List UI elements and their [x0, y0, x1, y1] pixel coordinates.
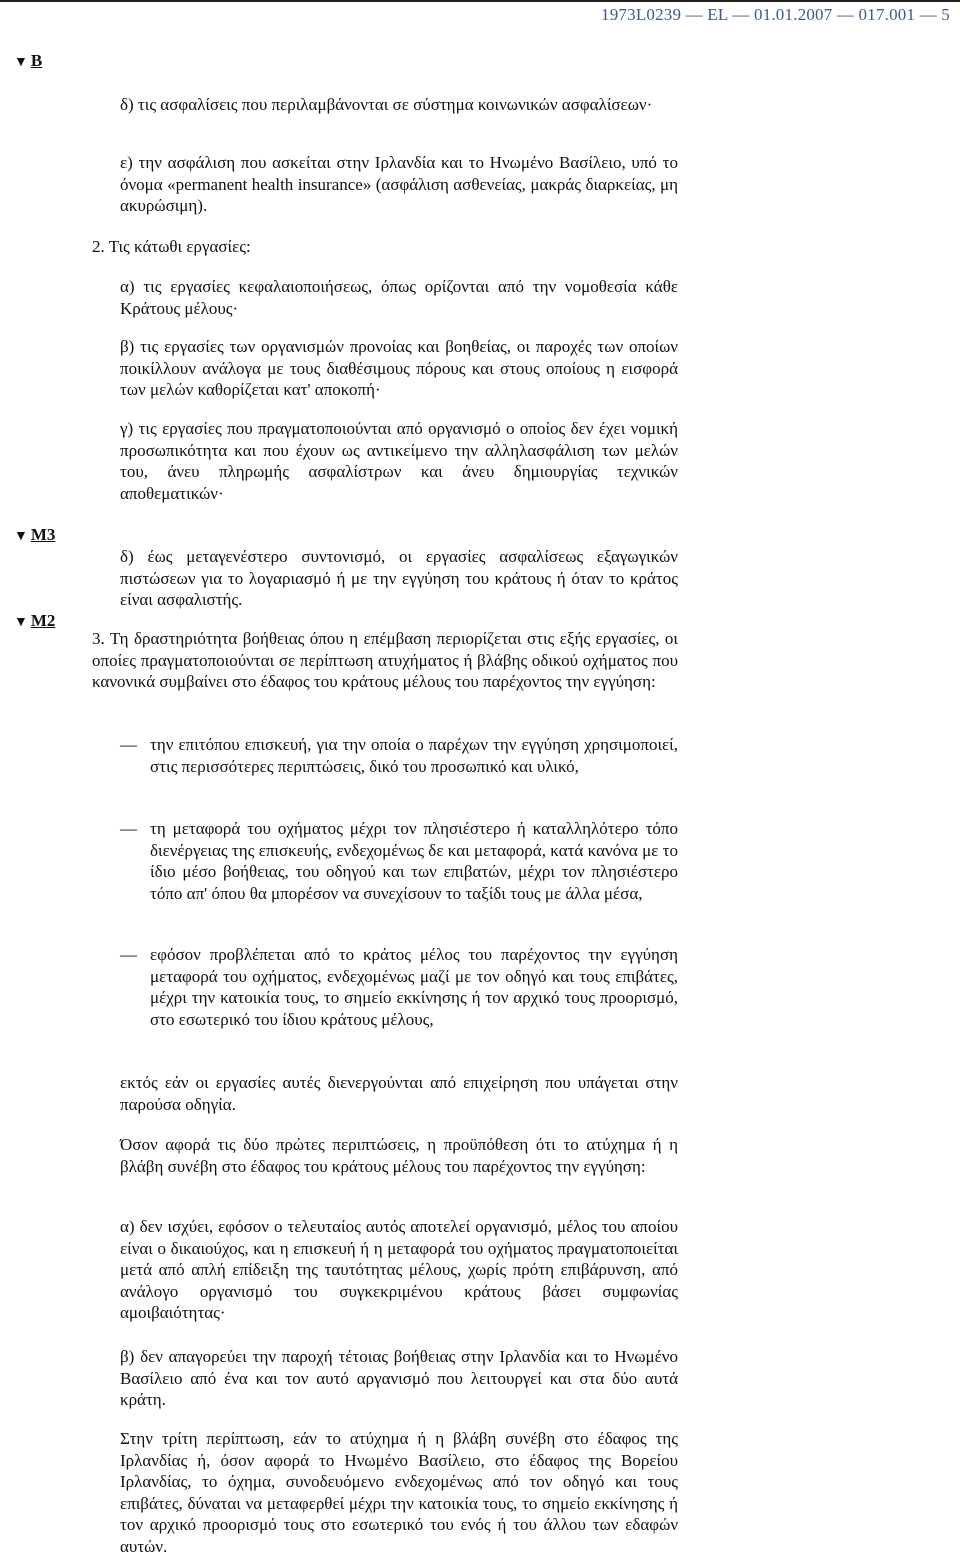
version-marker-m2[interactable]: ▼ M2 — [14, 610, 55, 634]
item-d-social-insurance: δ) τις ασφαλίσεις που περιλαμβάνονται σε σύστημα κοινωνικών ασφαλίσεων· — [120, 95, 653, 114]
triangle-down-icon: ▼ — [14, 529, 28, 544]
third-case-paragraph: Στην τρίτη περίπτωση, εάν το ατύχημα ή η βλάβη συνέβη στο έδαφος της Ιρλανδίας ή, όσον αφορά το Ηνωμένο Βασίλειο, στο έδαφος της Βορείου Ιρλανδίας, το όχημα, συνοδευόμενο ενδεχομένως από τον οδηγό και τους επιβάτες, δύναται να μεταφερθεί μέχρι την κατοικία τους, το σημείο εκκίνησης ή τον αρχικό προορισμό τους στο εσωτερικό του ενός ή του άλλου των εδαφών αυτών. — [120, 1429, 678, 1556]
dash-item-vehicle-return: — εφόσον προβλέπεται από το κράτος μέλος του παρέχοντος την εγγύηση μεταφορά του οχήματος, ενδεχομένως μαζί με τον οδηγό και τους επιβάτες, μέχρι την κατοικία τους, το σημείο εκκίνησης ή τον αρχικό τους προορισμό, στο εσωτερικό του ίδιου κράτους μέλους, — [120, 945, 678, 1029]
triangle-down-icon: ▼ — [14, 615, 28, 630]
condition-b: β) δεν απαγορεύει την παροχή τέτοιας βοήθειας στην Ιρλανδία και το Ηνωμένο Βασίλειο από ένα και τον αυτό αργανισμό που λειτουργεί και στα δύο αυτά κράτη. — [120, 1347, 678, 1409]
section-3-intro: 3. Τη δραστηριότητα βοήθειας όπου η επέμβαση περιορίζεται στις εξής εργασίες, οι οποίες πραγματοποιούνται σε περίπτωση ατυχήματος ή βλάβης οδικού οχήματος που κανονικά συμβαίνει στο έδαφος του κράτους μέλους του παρέχοντος την εγγύηση: — [92, 629, 678, 691]
document-header — [0, 0, 960, 26]
item-e-permanent-health: ε) την ασφάλιση που ασκείται στην Ιρλανδία και το Ηνωμένο Βασίλειο, υπό το όνομα «permanent health insurance» (ασφάλιση ασθενείας, μακράς διαρκείας, μη ακυρώσιμη). — [120, 153, 678, 215]
dash-item-repair: — την επιτόπου επισκευή, για την οποία ο παρέχων την εγγύηση χρησιμοποιεί, στις περισσότερες περιπτώσεις, δικό του προσωπικό και υλικό, — [120, 735, 678, 776]
first-two-cases-paragraph: Όσον αφορά τις δύο πρώτες περιπτώσεις, η προϋπόθεση ότι το ατύχημα ή η βλάβη συνέβη στο έδαφος του κράτους μέλους του παρέχοντος την εγγύηση: — [120, 1135, 678, 1176]
item-d-export-credit: δ) έως μεταγενέστερο συντονισμό, οι εργασίες ασφαλίσεως εξαγωγικών πιστώσεων για το λογαριασμό ή με την εγγύηση του κράτους ή όταν το κράτος είναι ασφαλιστής. — [120, 547, 678, 609]
version-marker-m3[interactable]: ▼ M3 — [14, 524, 55, 548]
exception-paragraph: εκτός εάν οι εργασίες αυτές διενεργούνται από επιχείρηση που υπάγεται στην παρούσα οδηγία. — [120, 1073, 678, 1114]
triangle-down-icon: ▼ — [14, 55, 28, 70]
dash-bullet: — — [120, 819, 137, 838]
document-reference: 1973L0239 — EL — 01.01.2007 — 017.001 — 5 — [601, 5, 950, 24]
condition-a: α) δεν ισχύει, εφόσον ο τελευταίος αυτός αποτελεί οργανισμό, μέλος του αποίου είναι ο δικαιούχος, και η επισκευή ή η μεταφορά του οχήματος πραγματοποιείται μετά από απλή επίδειξη της ταυτότητας μέλους, χωρίς πρότη επιβάρυνση, από ανάλογο οργανισμό του συγκεκριμένου κράτους βάσει συμφωνίας αμοιβαιότητας· — [120, 1217, 678, 1322]
item-c-mutual-insurance: γ) τις εργασίες που πραγματοποιούνται από οργανισμό ο οποίος δεν έχει νομική προσωπικότητα και που έχουν ως αντικείμενο την αλληλασφάλιση των μελών του, άνευ πληρωμής ασφαλίστρων και άνευ δημιουργίας τεχνικών αποθεματικών· — [120, 419, 678, 503]
version-marker-b[interactable]: ▼ B — [14, 50, 42, 74]
section-2-heading: 2. Τις κάτωθι εργασίες: — [92, 237, 251, 256]
dash-bullet: — — [120, 735, 137, 754]
dash-item-transport: — τη μεταφορά του οχήματος μέχρι τον πλησιέστερο ή καταλληλότερο τόπο διενέργειας της επισκευής, ενδεχομένως δε και μεταφορά, κατά κανόνα με το ίδιο μέσο βοήθειας, του οδηγού και των επιβατών, μέχρι τον πλησιέστερο τόπο απ' όπου θα μπορέσον να συνεχίσουν το ταξίδι τους με άλλα μέσα, — [120, 819, 678, 903]
dash-bullet: — — [120, 945, 137, 964]
item-a-capitalisation: α) τις εργασίες κεφαλαιοποιήσεως, όπως ορίζονται από την νομοθεσία κάθε Κράτους μέλους· — [120, 277, 678, 318]
item-b-welfare-orgs: β) τις εργασίες των οργανισμών προνοίας και βοηθείας, οι παροχές των οποίων ποικίλλουν ανάλογα με τους διαθέσιμους πόρους και στους οποίους η εισφορά των μελών καθορίζεται κατ' αποκοπή· — [120, 337, 678, 399]
